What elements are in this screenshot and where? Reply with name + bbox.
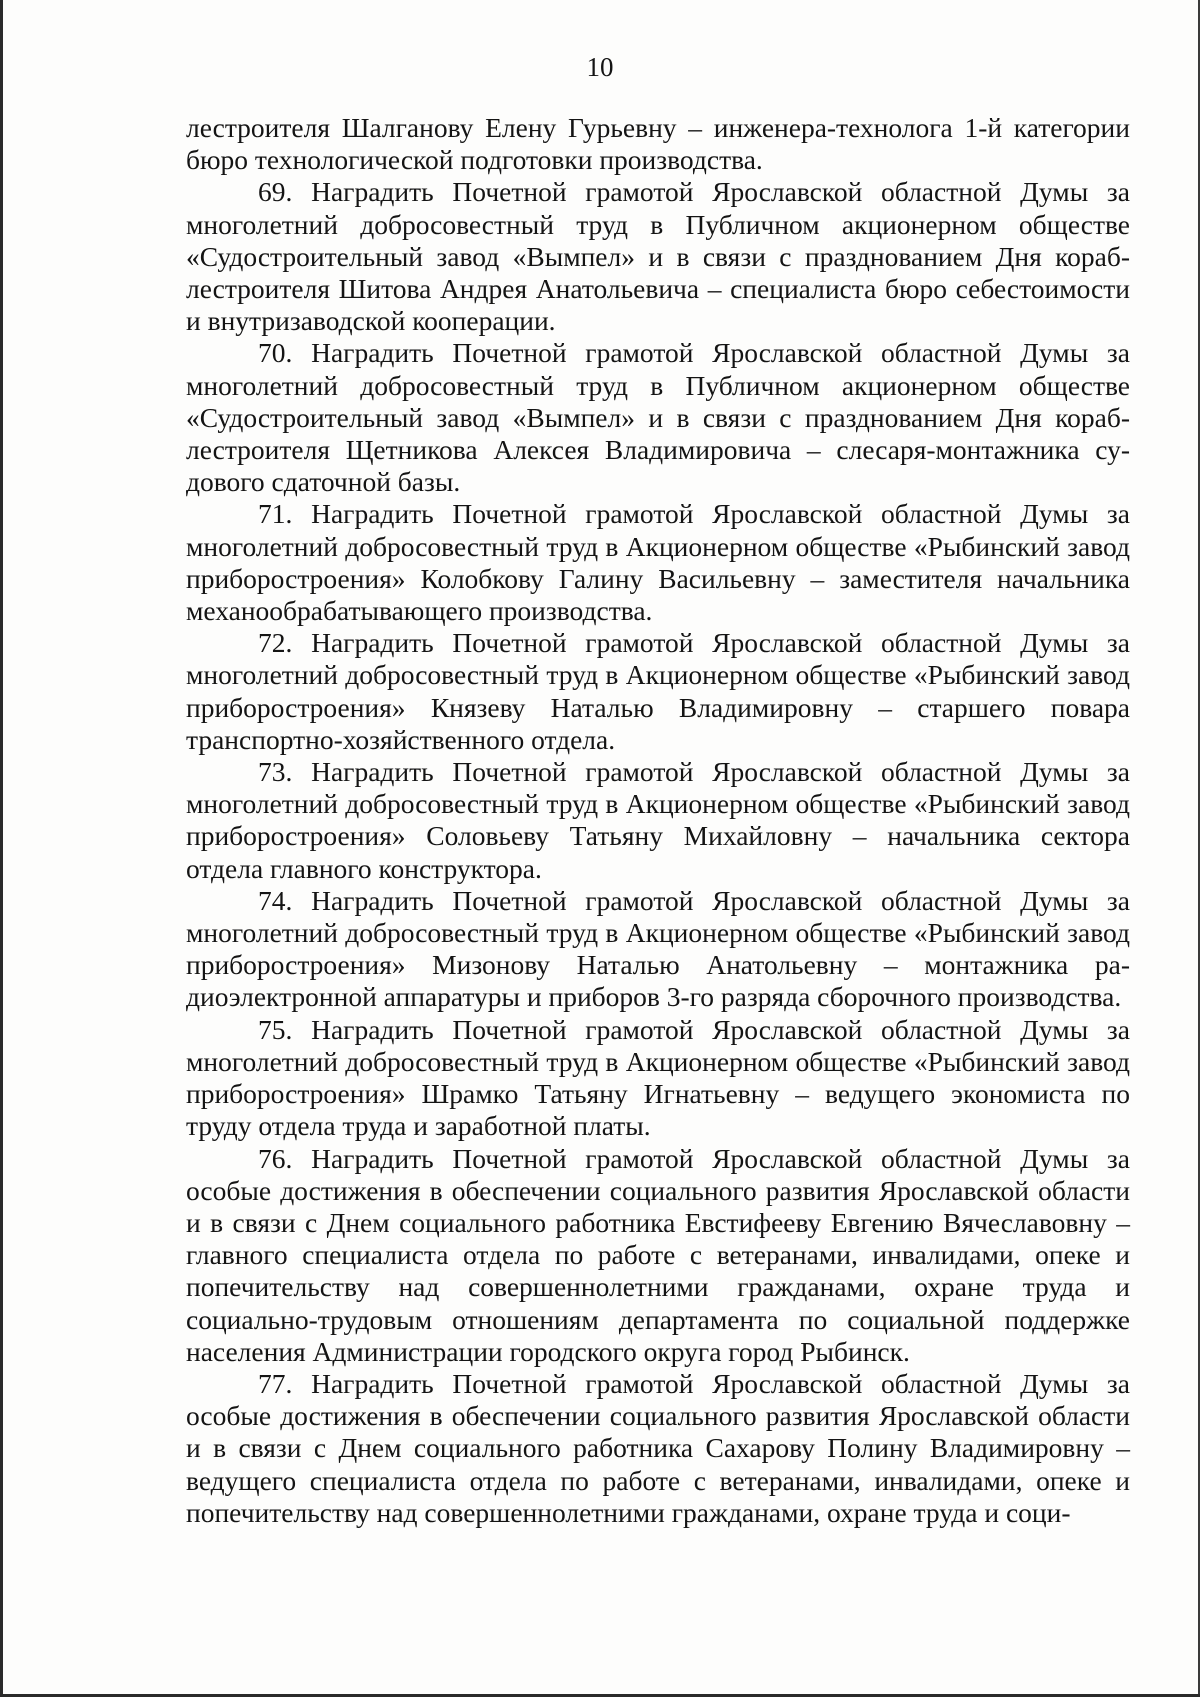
page-number: 10 <box>586 52 614 82</box>
paragraph-69: 69. Наградить Почетной грамотой Ярославской областной Думы за многолетний добросовестный труд в Публичном акционерном обществе «Судостроительный завод «Вымпел» и в связи с празднованием Дня кораблестроителя Шитова Андрея Анатольевича – специалиста бюро себестоимости и внутризаводской кооперации. <box>186 176 1130 337</box>
paragraph-76: 76. Наградить Почетной грамотой Ярославской областной Думы за особые достижения в обеспечении социального развития Ярославской области и в связи с Днем социального работника Евстифееву Евгению Вячеславовну – главного специалиста отдела по работе с ветеранами, инвалидами, опеке и попечительству над совершеннолетними гражданами, охране труда и социально-трудовым отношениям департамента по социальной поддержке населения Администрации городского округа город Рыбинск. <box>186 1142 1130 1367</box>
paragraph-74: 74. Наградить Почетной грамотой Ярославской областной Думы за многолетний добросовестный труд в Акционерном обществе «Рыбинский завод приборостроения» Мизонову Наталью Анатольевну – монтажника радиоэлектронной аппаратуры и приборов 3-го разряда сборочного производства. <box>186 884 1130 1013</box>
paragraph-77: 77. Наградить Почетной грамотой Ярославской областной Думы за особые достижения в обеспечении социального развития Ярославской области и в связи с Днем социального работника Сахарову Полину Владимировну – ведущего специалиста отдела по работе с ветеранами, инвалидами, опеке и попечительству над совершеннолетними гражданами, охране труда и соци- <box>186 1367 1130 1528</box>
paragraph-70: 70. Наградить Почетной грамотой Ярославской областной Думы за многолетний добросовестный труд в Публичном акционерном обществе «Судостроительный завод «Вымпел» и в связи с празднованием Дня кораблестроителя Щетникова Алексея Владимировича – слесаря-монтажника судового сдаточной базы. <box>186 337 1130 498</box>
paragraph-73: 73. Наградить Почетной грамотой Ярославской областной Думы за многолетний добросовестный труд в Акционерном обществе «Рыбинский завод приборостроения» Соловьеву Татьяну Михайловну – начальника сектора отдела главного конструктора. <box>186 756 1130 884</box>
continuation-paragraph: лестроителя Шалганову Елену Гурьевну – инженера-технолога 1-й категории бюро технологической подготовки производства. <box>186 112 1130 176</box>
paragraph-72: 72. Наградить Почетной грамотой Ярославской областной Думы за многолетний добросовестный труд в Акционерном обществе «Рыбинский завод приборостроения» Князеву Наталью Владимировну – старшего повара транспортно-хозяйственного отдела. <box>186 627 1130 755</box>
paragraph-75: 75. Наградить Почетной грамотой Ярославской областной Думы за многолетний добросовестный труд в Акционерном обществе «Рыбинский завод приборостроения» Шрамко Татьяну Игнатьевну – ведущего экономиста по труду отдела труда и заработной платы. <box>186 1013 1130 1142</box>
scan-edge-left <box>0 0 3 1697</box>
document-body <box>186 112 1130 1529</box>
paragraph-71: 71. Наградить Почетной грамотой Ярославской областной Думы за многолетний добросовестный труд в Акционерном обществе «Рыбинский завод приборостроения» Колобкову Галину Васильевну – заместителя начальника механообрабатывающего производства. <box>186 498 1130 627</box>
